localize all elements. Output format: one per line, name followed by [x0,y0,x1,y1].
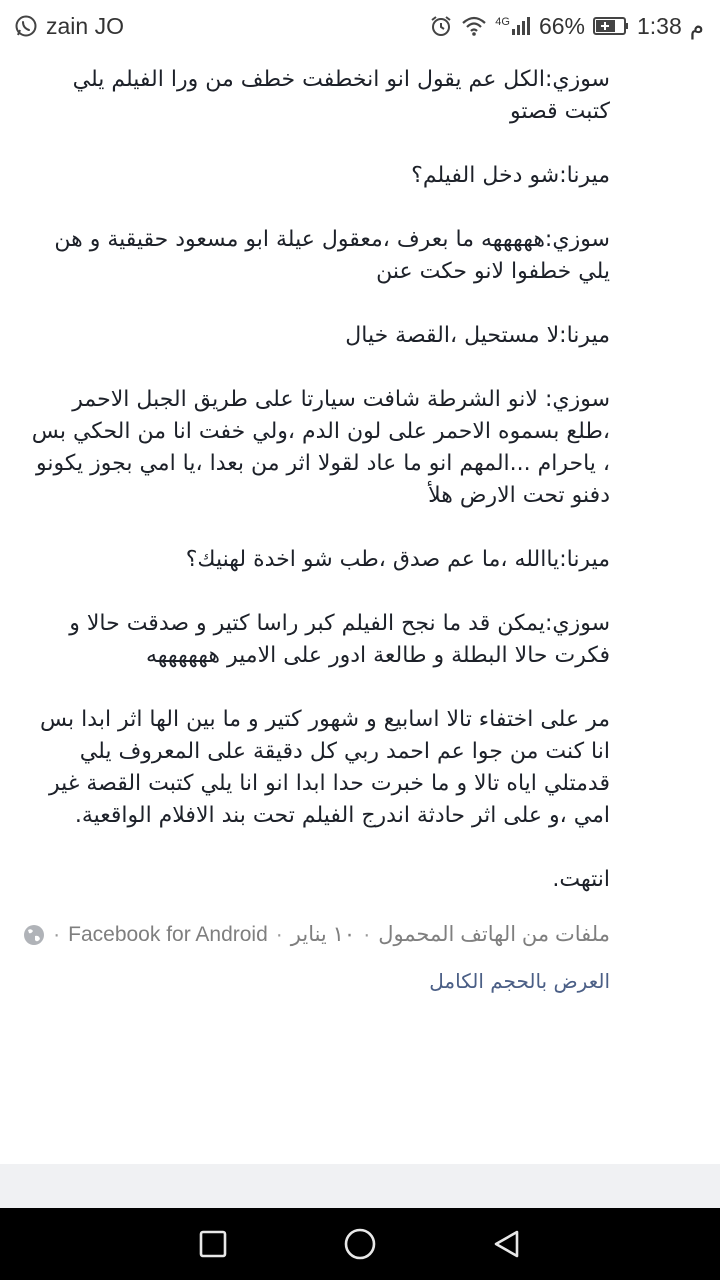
recent-apps-icon[interactable] [183,1214,243,1274]
clock-am-pm: م [689,12,704,39]
post-paragraph: سوزي: لانو الشرطة شافت سيارتا على طريق الجبل الاحمر ،طلع بسموه الاحمر على لون الدم ،ولي خفت انا من الحكي بس ، ياحرام ...المهم انو ما عاد لقولا اثر من بعدا ،يا امي بجوز يكونو دفنو تحت الارض هلأ [31,387,610,508]
meta-separator: · [53,922,61,946]
status-bar-right [429,13,704,40]
album-link[interactable]: ملفات من الهاتف المحمول [378,923,610,946]
post-meta [22,922,610,947]
battery-icon [593,16,629,36]
globe-icon [23,924,45,946]
status-bar [0,0,720,52]
signal-icon [495,16,531,36]
alarm-icon [429,14,453,38]
content-separator [0,1164,720,1208]
post-content [0,52,720,1164]
post-paragraph: سوزي:يمكن قد ما نجح الفيلم كبر راسا كتير و صدقت حالا و فكرت حالا البطلة و طالعة ادور على الامير ههههههه [69,611,610,668]
wifi-icon [461,15,487,37]
post-paragraph: سوزي:هههههه ما بعرف ،معقول عيلة ابو مسعود حقيقية و هن يلي خطفوا لانو حكت عنن [54,227,610,284]
carrier-name: zain JO [46,12,124,39]
status-bar-left [14,13,124,40]
post-paragraph: ميرنا:ياالله ،ما عم صدق ،طب شو اخدة لهنيك؟ [185,547,610,572]
view-full-size-link[interactable]: العرض بالحجم الكامل [429,969,610,993]
post-paragraph: ميرنا:شو دخل الفيلم؟ [411,163,610,188]
post-paragraph: انتهت. [552,867,610,892]
network-type: 4G [495,16,510,28]
meta-separator: · [363,922,371,946]
back-icon[interactable] [477,1214,537,1274]
meta-separator: · [275,922,283,946]
battery-percent: 66% [538,12,585,39]
post-paragraph: مر على اختفاء تالا اسابيع و شهور كتير و ما بين الها اثر ابدا بس انا كنت من جوا عم احمد ربي كل دقيقة على المعروف يلي قدمتلي اياه تالا و ما خبرت حدا ابدا انو انا يلي كتبت القصة غير امي ،و على اثر حادثة اندرج الفيلم تحت بند الافلام الواقعية. [40,707,610,828]
whatsapp-icon [14,14,38,38]
post-paragraph: ميرنا:لا مستحيل ،القصة خيال [345,323,610,348]
post-paragraph: سوزي:الكل عم يقول انو انخطفت خطف من ورا الفيلم يلي كتبت قصتو [72,67,610,124]
home-icon[interactable] [330,1214,390,1274]
app-source: Facebook for Android [68,922,268,946]
post-date[interactable]: ١٠ يناير [290,923,356,946]
clock-time: 1:38 [636,12,682,39]
navigation-bar [0,1208,720,1280]
